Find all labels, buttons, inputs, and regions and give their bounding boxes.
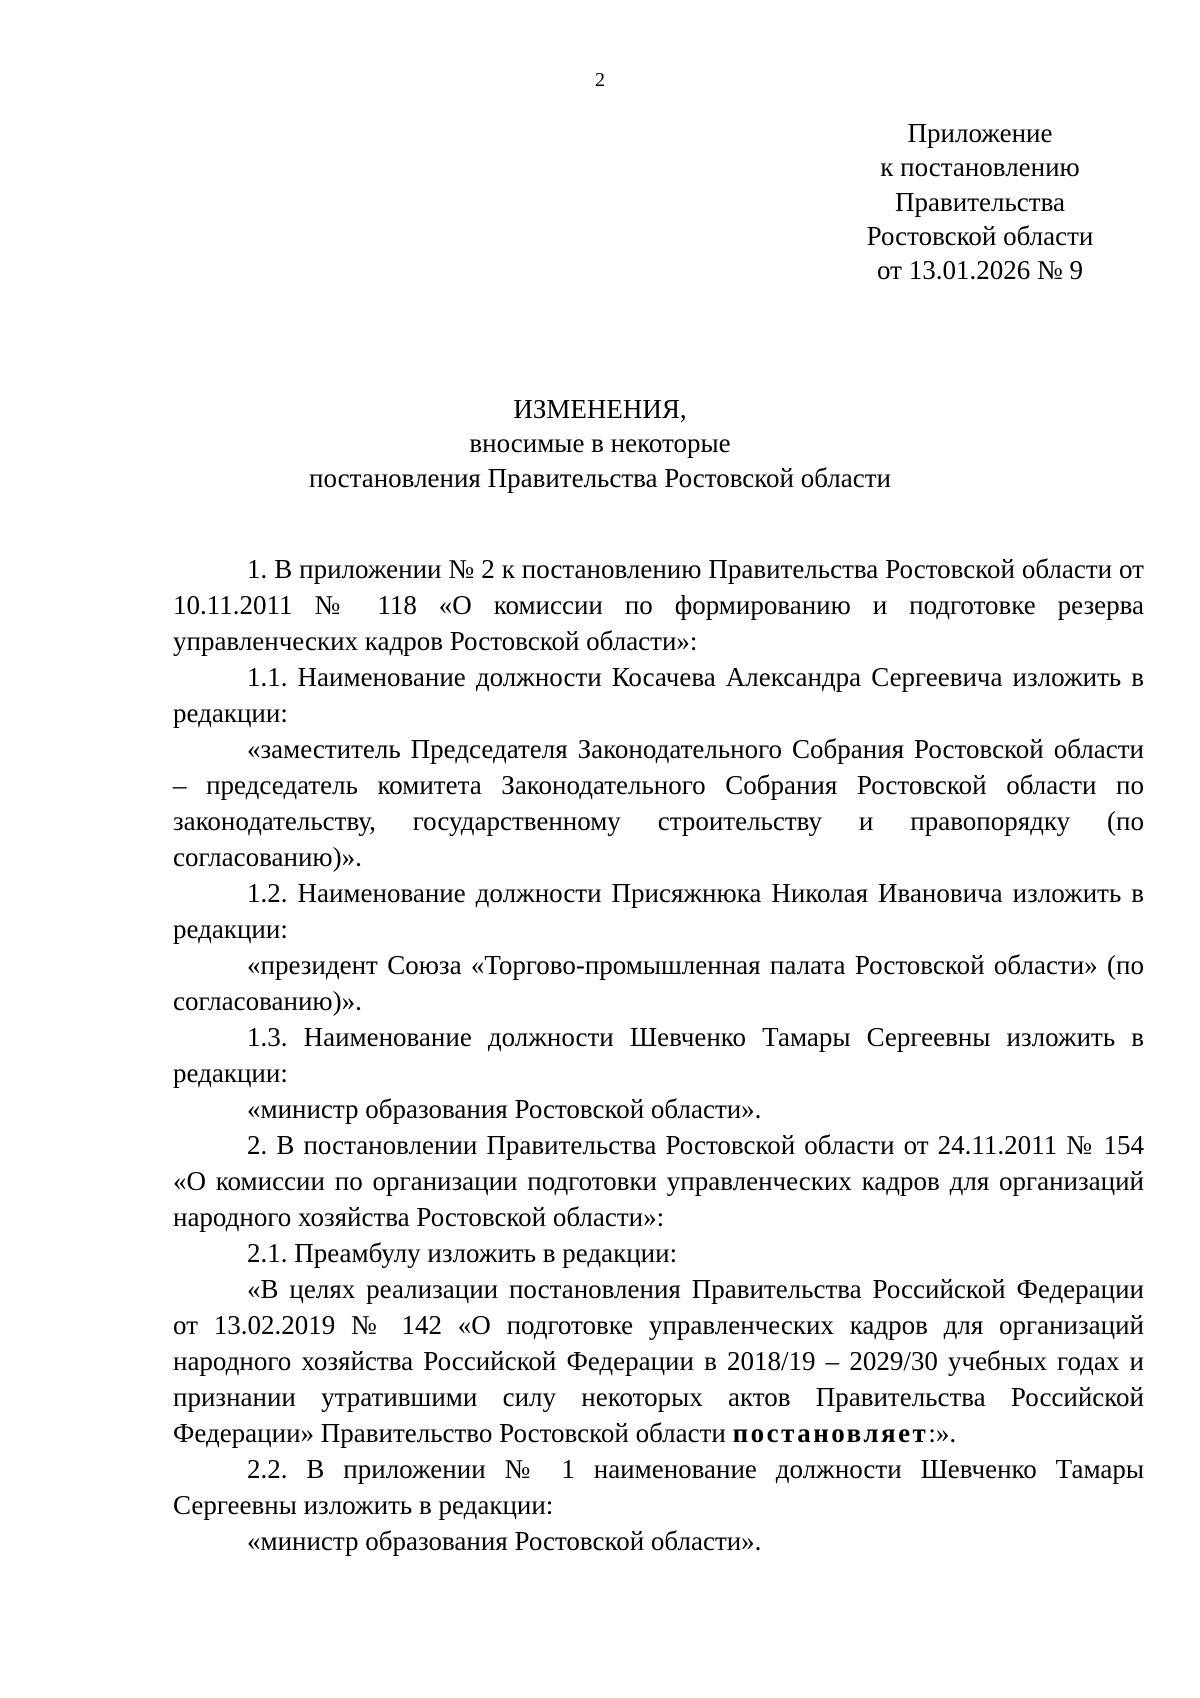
paragraph: «министр образования Ростовской области». — [247, 1526, 762, 1556]
paragraph: 2.1. Преамбулу изложить в редакции: — [247, 1238, 678, 1268]
paragraph: 2.2. В приложении № 1 наименование должности Шевченко Тамары Сергеевны изложить в редакции: — [173, 1454, 1144, 1520]
paragraph: 1.2. Наименование должности Присяжнюка Николая Ивановича изложить в редакции: — [173, 878, 1144, 944]
page-number: 2 — [595, 69, 605, 91]
document-title — [0, 392, 1200, 495]
preamble-text: «В целях реализации постановления Правительства Российской Федерации от 13.02.2019 № 142 «О подготовке управленческих кадров для организаций народного хозяйства Российской Федерации в 2018/19 – 2029/30 учебных годах и признании утратившими силу некоторых актов Правительства Российской Федерации» Правительство Ростовской области — [173, 1274, 1144, 1448]
preamble-paragraph — [173, 1271, 1144, 1451]
paragraph: 1.3. Наименование должности Шевченко Тамары Сергеевны изложить в редакции: — [173, 1022, 1144, 1088]
paragraph: «министр образования Ростовской области». — [247, 1094, 762, 1124]
preamble-ending: :». — [928, 1418, 957, 1448]
appendix-line: Правительства — [895, 186, 1065, 217]
preamble-bold-word: постановляет — [732, 1418, 929, 1448]
title-subtitle: вносимые в некоторые — [469, 428, 731, 459]
appendix-line: Приложение — [907, 118, 1053, 148]
appendix-line: от 13.01.2026 № 9 — [877, 255, 1083, 286]
appendix-line: к постановлению — [880, 152, 1080, 183]
document-body — [173, 551, 1144, 1559]
paragraph: 2. В постановлении Правительства Ростовской области от 24.11.2011 № 154 «О комиссии по организации подготовки управленческих кадров для организаций народного хозяйства Ростовской области»: — [173, 1130, 1144, 1232]
appendix-line: Ростовской области — [866, 220, 1094, 251]
paragraph: «заместитель Председателя Законодательного Собрания Ростовской области – председатель комитета Законодательного Собрания Ростовской области по законодательству, государственному строительству и правопорядку (по согласованию)». — [173, 734, 1144, 872]
paragraph: 1.1. Наименование должности Косачева Александра Сергеевича изложить в редакции: — [173, 662, 1144, 728]
paragraph: «президент Союза «Торгово-промышленная палата Ростовской области» (по согласованию)». — [173, 950, 1144, 1016]
paragraph: 1. В приложении № 2 к постановлению Правительства Ростовской области от 10.11.2011 № 118 «О комиссии по формированию и подготовке резерва управленческих кадров Ростовской области»: — [173, 554, 1144, 656]
title-heading: ИЗМЕНЕНИЯ, — [513, 394, 687, 424]
title-subtitle: постановления Правительства Ростовской области — [309, 462, 891, 493]
appendix-reference — [800, 116, 1160, 287]
